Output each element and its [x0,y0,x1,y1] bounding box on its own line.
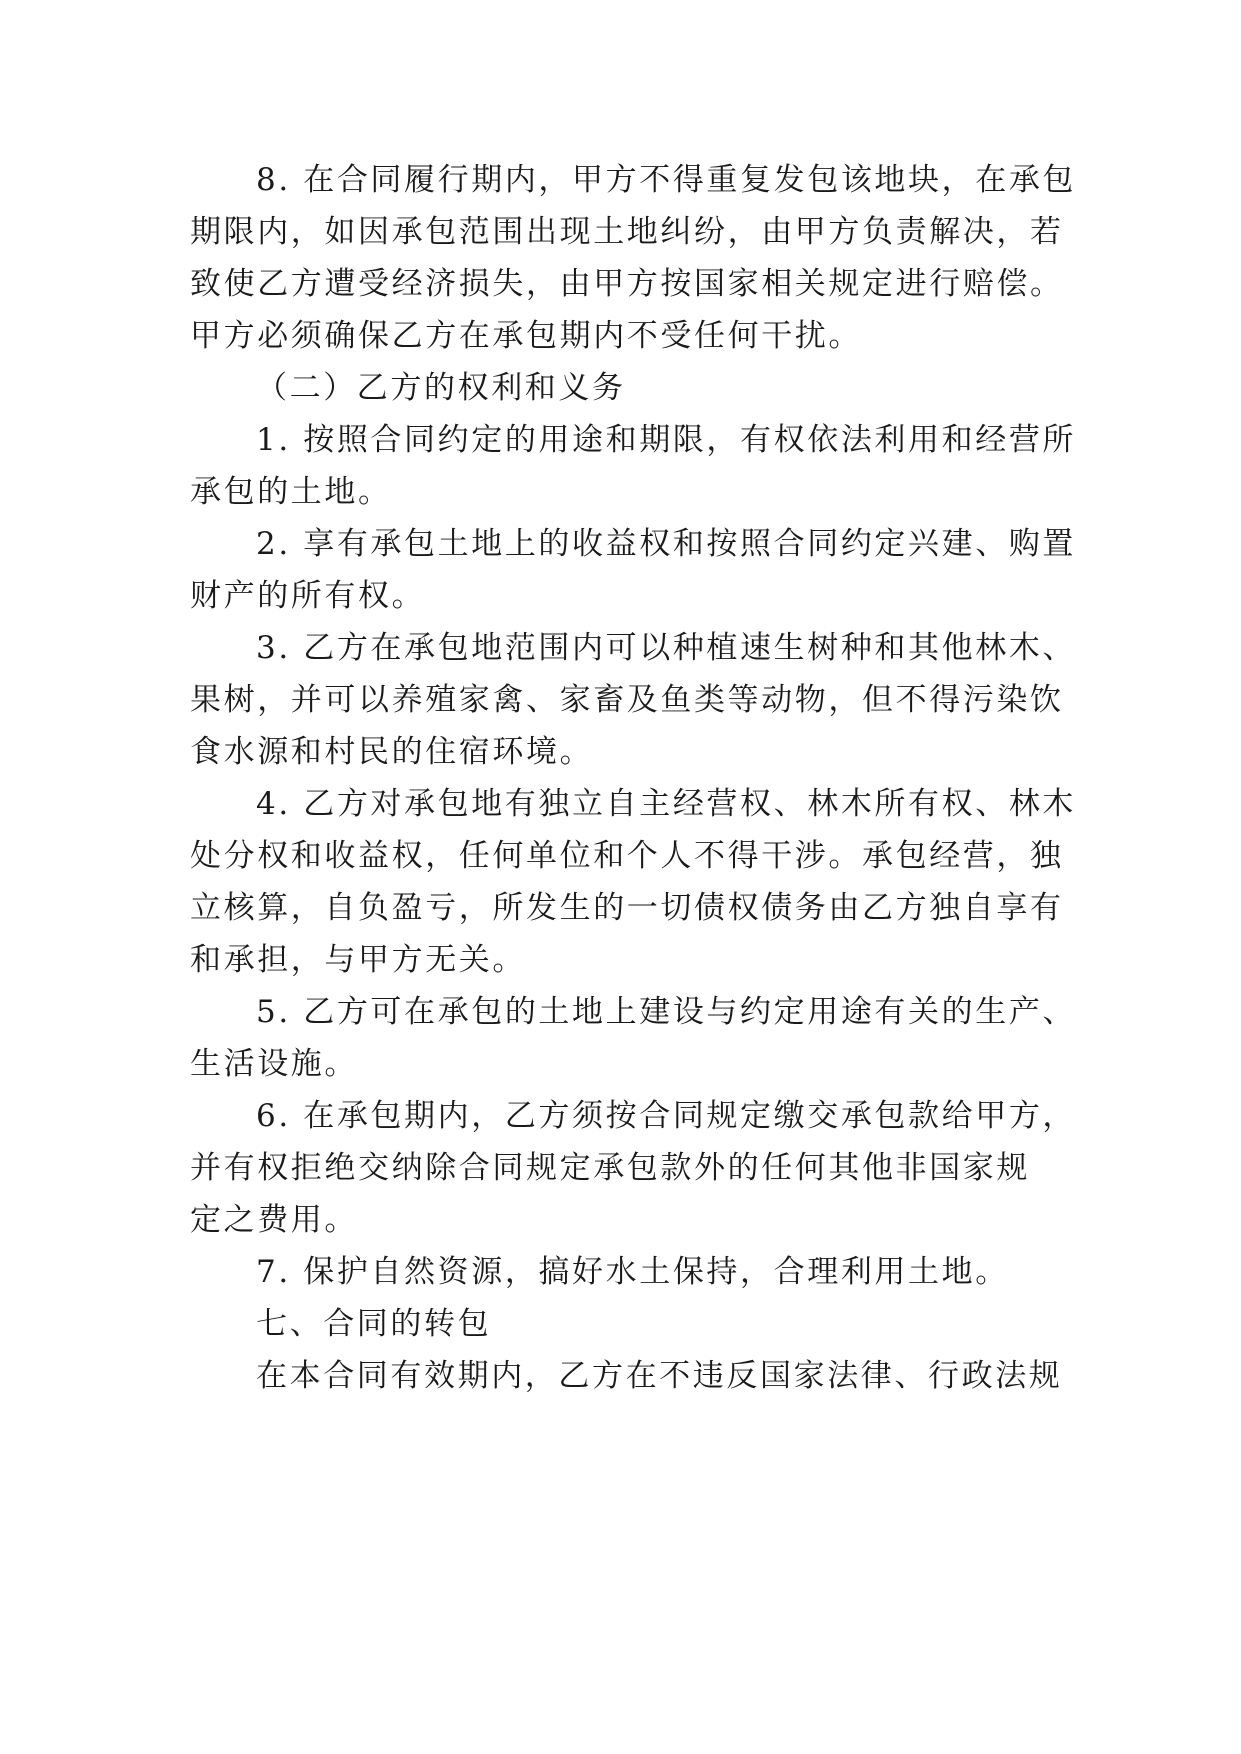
text-line: 定之费用。 [190,1202,358,1238]
text-line: 致使乙方遭受经济损失，由甲方按国家相关规定进行赔偿。 [190,266,1064,302]
section-heading: 七、合同的转包 [256,1306,492,1342]
text-line: 期限内，如因承包范围出现土地纠纷，由甲方负责解决，若 [190,214,1064,250]
text-line: 2. 享有承包土地上的收益权和按照合同约定兴建、购置 [256,526,1077,562]
text-line: 承包的土地。 [190,474,392,510]
text-line: 处分权和收益权，任何单位和个人不得干涉。承包经营，独 [190,838,1064,874]
text-line: 食水源和村民的住宿环境。 [190,734,594,770]
text-line: 生活设施。 [190,1046,358,1082]
text-line: 立核算，自负盈亏，所发生的一切债权债务由乙方独自享有 [190,890,1064,926]
text-line: 和承担，与甲方无关。 [190,942,526,978]
text-line: 财产的所有权。 [190,578,426,614]
text-line: 甲方必须确保乙方在承包期内不受任何干扰。 [190,318,862,354]
text-line: 8. 在合同履行期内，甲方不得重复发包该地块，在承包 [256,162,1077,198]
text-line: 5. 乙方可在承包的土地上建设与约定用途有关的生产、 [256,994,1077,1030]
text-line: 4. 乙方对承包地有独立自主经营权、林木所有权、林木 [256,786,1077,822]
text-line: 在本合同有效期内，乙方在不违反国家法律、行政法规 [256,1358,1063,1394]
text-line: 1. 按照合同约定的用途和期限，有权依法利用和经营所 [256,422,1077,458]
text-line: 7. 保护自然资源，搞好水土保持，合理利用土地。 [256,1254,1009,1290]
text-line: 并有权拒绝交纳除合同规定承包款外的任何其他非国家规 [190,1150,1030,1186]
section-heading: （二）乙方的权利和义务 [256,370,626,406]
text-line: 3. 乙方在承包地范围内可以种植速生树种和其他林木、 [256,630,1077,666]
text-line: 果树，并可以养殖家禽、家畜及鱼类等动物，但不得污染饮 [190,682,1064,718]
text-line: 6. 在承包期内，乙方须按合同规定缴交承包款给甲方， [256,1098,1077,1134]
